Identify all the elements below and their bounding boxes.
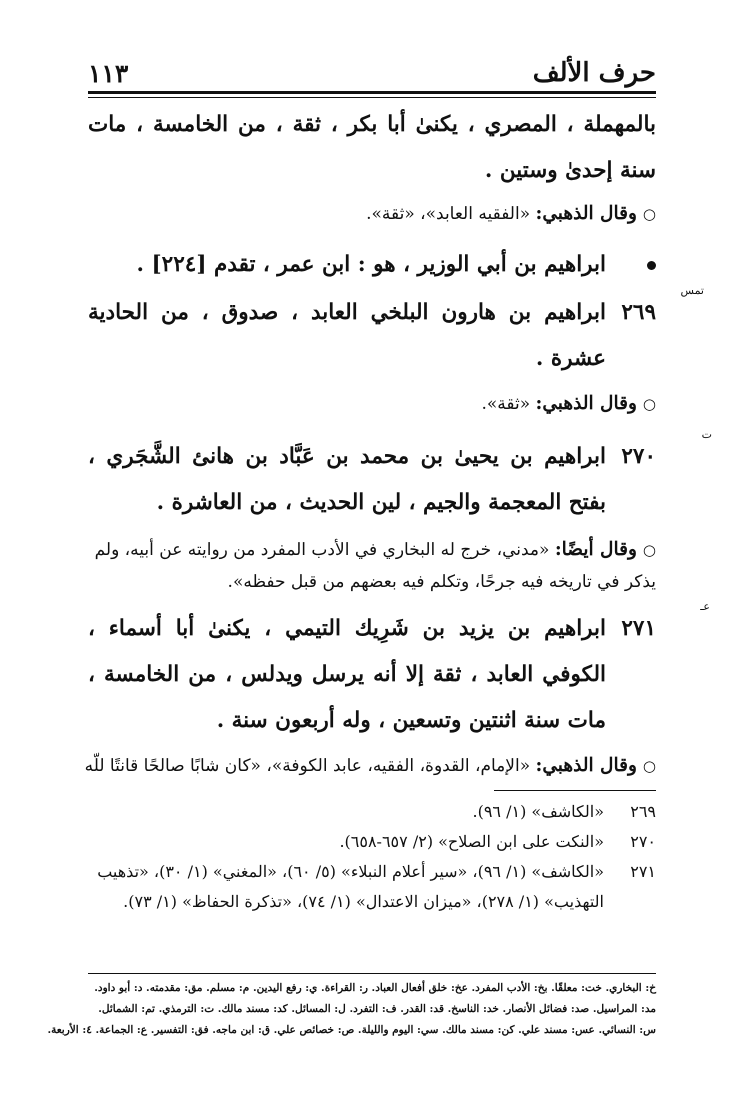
entry-sigla: ت: [701, 428, 712, 441]
entry-number: [606, 428, 712, 480]
footnote-text: «الكاشف» (١/ ٩٦).: [472, 802, 604, 821]
entry-text: ابراهيم بن يزيد بن شَرِيك التيمي ، يكنىٰ أبا أسماء ، الكوفي العابد ، ثقة إلا أنه يرسل ويدلس ، من الخامسة ، مات سنة اثنتين وتسعين ، وله أربعون سنة .: [88, 616, 606, 733]
abbreviation-key-rule: [88, 973, 656, 974]
abbreviation-key-line: مد: المراسيل. صد: فضائل الأنصار. خد: الناسخ. قد: القدر. ف: التفرد. ل: المسائل. كد: مسند مالك. ت: الترمذي. تم: الشمائل.: [98, 1003, 656, 1015]
abbreviation-key-line: خ: البخاري. خت: معلقًا. بخ: الأدب المفرد. عخ: خلق أفعال العباد. ر: القراءة. ي: رفع اليدين. م: مسلم. مق: مقدمته. د: أبو داود.: [94, 982, 656, 994]
entry-number-label: ٢٦٩: [621, 300, 656, 325]
footnote-270: [88, 827, 656, 857]
abbreviation-key-line: س: النسائي. عس: مسند علي. كن: مسند مالك. سي: اليوم والليلة. ص: خصائص علي. ق: ابن ماجه. فق: التفسير. ع: الجماعة. ٤: الأربعة.: [47, 1024, 656, 1036]
entry-number: [606, 600, 710, 652]
abbreviation-key: [47, 978, 656, 1041]
page-header: [88, 48, 656, 88]
note-text: «مدني، خرج له البخاري في الأدب المفرد من روايته عن أبيه، ولم يذكر في تاريخه فيه جرحًا، وتكلم فيه بعضهم من قبل حفظه».: [94, 540, 656, 592]
dhahabi-note-4: [84, 750, 656, 782]
footnote-271: [88, 857, 656, 917]
note-text: «الفقيه العابد»، «ثقة».: [366, 204, 531, 224]
header-rule-thick: [88, 91, 656, 94]
footnote-number: ٢٧١: [630, 862, 656, 881]
note-lead: وقال أيضًا:: [554, 539, 637, 560]
entry-text: ابراهيم بن هارون البلخي العابد ، صدوق ، من الحادية عشرة .: [88, 300, 606, 371]
dhahabi-note-1: [88, 198, 656, 230]
page-number: ١١٣: [88, 59, 129, 88]
footnote-rule: [494, 790, 656, 791]
circle-bullet-icon: ○: [642, 757, 656, 775]
footnote-text: «الكاشف» (١/ ٩٦)، «سير أعلام النبلاء» (٥/ ٦٠)، «المغني» (١/ ٣٠)، «تذهيب التهذيب» (١/ ٢٧٨)، «ميزان الاعتدال» (١/ ٧٤)، «تذكرة الحفاظ» (١/ ٧٣).: [97, 862, 604, 911]
entry-sigla: عـ: [700, 600, 710, 613]
note-lead: وقال الذهبي:: [535, 393, 637, 414]
footnotes: [88, 797, 656, 917]
footnote-text: «النكت على ابن الصلاح» (٢/ ٦٥٧-٦٥٨).: [339, 832, 604, 851]
entry-270: [88, 428, 712, 526]
note-text: «الإمام، القدوة، الفقيه، عابد الكوفة»، «كان شابًا صالحًا قانتًا للّه: [84, 756, 531, 776]
note-text: «ثقة».: [481, 394, 531, 414]
entry-269: [88, 284, 704, 382]
entry-text: ابراهيم بن يحيىٰ بن محمد بن عَبَّاد بن هانئ الشَّجَري ، بفتح المعجمة والجيم ، لين الحديث ، من العاشرة .: [88, 444, 606, 515]
dhahabi-note-3: [88, 534, 656, 598]
footnote-number: ٢٦٩: [630, 802, 656, 821]
entry-cross-reference: [88, 242, 656, 288]
bullet-dot-icon: [647, 261, 656, 270]
entry-271: [88, 600, 710, 744]
circle-bullet-icon: ○: [642, 541, 656, 559]
circle-bullet-icon: ○: [642, 205, 656, 223]
entry-sigla: تمس: [680, 284, 704, 297]
continuation-paragraph: بالمهملة ، المصري ، يكنىٰ أبا بكر ، ثقة ، من الخامسة ، مات سنة إحدىٰ وستين .: [88, 112, 656, 183]
header-rule-thin: [88, 97, 656, 98]
note-lead: وقال الذهبي:: [535, 203, 637, 224]
entry-number-label: ٢٧٠: [621, 444, 656, 469]
circle-bullet-icon: ○: [642, 395, 656, 413]
dhahabi-note-2: [88, 388, 656, 420]
entry-number: [606, 284, 704, 336]
chapter-title: حرف الألف: [532, 58, 656, 88]
footnote-number: ٢٧٠: [630, 832, 656, 851]
main-text: [84, 102, 712, 782]
entry-marker: [606, 242, 656, 288]
entry-text: ابراهيم بن أبي الوزير ، هو : ابن عمر ، تقدم [٢٢٤] .: [136, 252, 606, 277]
entry-number-label: ٢٧١: [621, 616, 656, 641]
footnote-269: [88, 797, 656, 827]
note-lead: وقال الذهبي:: [535, 755, 637, 776]
